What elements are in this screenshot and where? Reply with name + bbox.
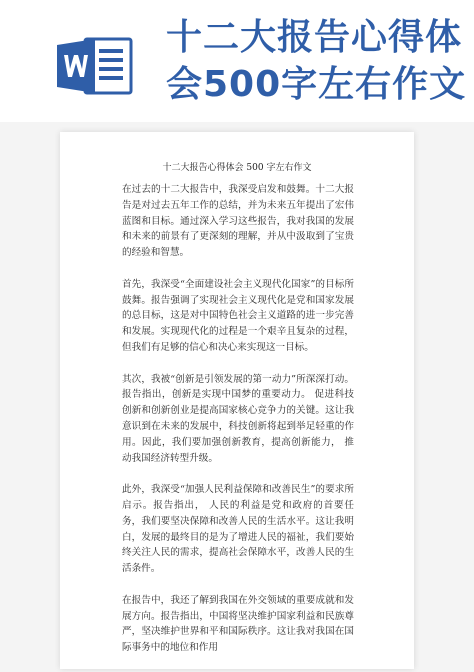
document-page <box>60 132 414 669</box>
paragraph: 此外，我深受“加强人民利益保障和改善民生”的要求所启示。报告指出， 人民的利益是党和政府的首要任务，我们要坚决保障和改善人民的生活水平。这让我明白，发展的最终目的是为了增进人民的福祉，我们要始终关注人民的需求，提高社会保障水平，改善人民的生活条件。 <box>122 484 354 575</box>
document-title: 十二大报告心得体会 500 字左右作文 <box>162 163 312 173</box>
paragraph: 在过去的十二大报告中，我深受启发和鼓舞。十二大报告是对过去五年工作的总结，并为未来五年提出了宏伟蓝图和目标。通过深入学习这些报告，我对我国的发展和未来的前景有了更深刻的理解，并从中汲取到了宝贵的经验和智慧。 <box>122 184 354 259</box>
headline-line-1: 十二大报告心得体 <box>166 17 463 58</box>
headline-line-2: 会500字左右作文 <box>166 64 467 105</box>
paragraph: 首先，我深受“全面建设社会主义现代化国家”的目标所鼓舞。报告强调了实现社会主义现代化是党和国家发展的总目标，这是对中国特色社会主义道路的进一步完善和发展。实现现代化的过程是一个艰辛且复杂的过程，但我们有足够的信心和决心来实现这一目标。 <box>122 278 354 353</box>
paragraph: 在报告中，我还了解到我国在外交领域的重要成就和发展方向。报告指出，中国将坚决维护国家利益和民族尊严，坚决维护世界和平和国际秩序。这让我对我国在国际事务中的地位和作用 <box>122 594 354 654</box>
paragraph: 其次，我被“创新是引领发展的第一动力”所深深打动。报告指出，创新是实现中国梦的重要动力。 促进科技创新和创新创业是提高国家核心竞争力的关键。这让我意识到在未来的发展中，科技创新将起到举足轻重的作用。因此，我们要加强创新教育，提高创新能力， 推动我国经济转型升级。 <box>122 373 354 464</box>
page-headline <box>166 14 466 108</box>
word-document-icon <box>55 37 135 95</box>
header-banner <box>0 0 474 122</box>
document-body <box>122 182 354 672</box>
